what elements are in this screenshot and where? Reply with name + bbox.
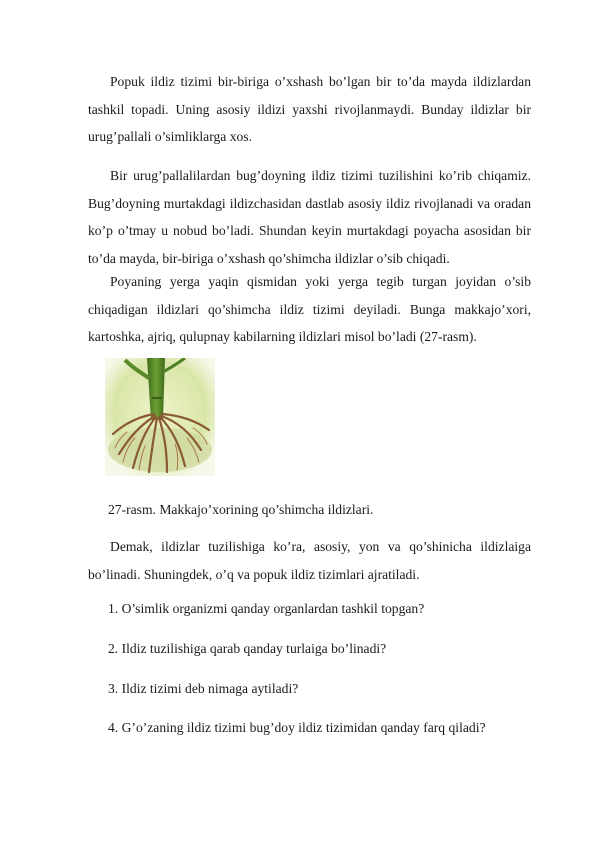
paragraph-text: Demak, ildizlar tuzilishiga ko’ra, asosiy, yon va qo’shinicha ildizlaiga bo’linadi. Shuningdek, o’q va popuk ildiz tizimlari ajratiladi. [88, 539, 531, 582]
corn-roots-image [105, 358, 215, 476]
corn-roots-illustration [105, 358, 215, 476]
paragraph-text: Popuk ildiz tizimi bir-biriga o’xshash bo’lgan bir to’da mayda ildizlardan tashkil topadi. Uning asosiy ildizi yaxshi rivojlanmaydi. Bunday ildizlar bir urug’pallali o’simliklarga xos. [88, 74, 531, 144]
paragraph-summary [88, 533, 531, 588]
paragraph-text: Poyaning yerga yaqin qismidan yoki yerga tegib turgan joyidan o’sib chiqadigan ildizlari qo’shimcha ildiz tizimi deyiladi. Bunga makkajo’xori, kartoshka, ajriq, qulupnay kabilarning ildizlari misol bo’ladi (27-rasm). [88, 274, 531, 344]
paragraph-popuk-ildiz [88, 68, 531, 151]
figure-caption: 27-rasm. Makkajo’xorining qo’shimcha ildizlari. [108, 502, 374, 517]
question-1: 1. O’simlik organizmi qanday organlardan tashkil topgan? [108, 601, 425, 616]
question-2: 2. Ildiz tuzilishiga qarab qanday turlaiga bo’linadi? [108, 641, 387, 656]
question-3: 3. Ildiz tizimi deb nimaga aytiladi? [108, 681, 299, 696]
paragraph-bugdoy-ildiz [88, 162, 531, 272]
question-4: 4. G’o’zaning ildiz tizimi bug’doy ildiz tizimidan qanday farq qiladi? [108, 720, 486, 735]
paragraph-text: Bir urug’pallalilardan bug’doyning ildiz tizimi tuzilishini ko’rib chiqamiz. Bug’doyning murtakdagi ildizchasidan dastlab asosiy ildiz rivojlanadi va oradan ko’p o’tmay u nobud bo’ladi. Shundan keyin murtakdagi poyacha asosidan bir to’da mayda, bir-biriga o’xshash qo’shimcha ildizlar o’sib chiqadi. [88, 168, 531, 266]
paragraph-qoshimcha-ildiz [88, 268, 531, 351]
